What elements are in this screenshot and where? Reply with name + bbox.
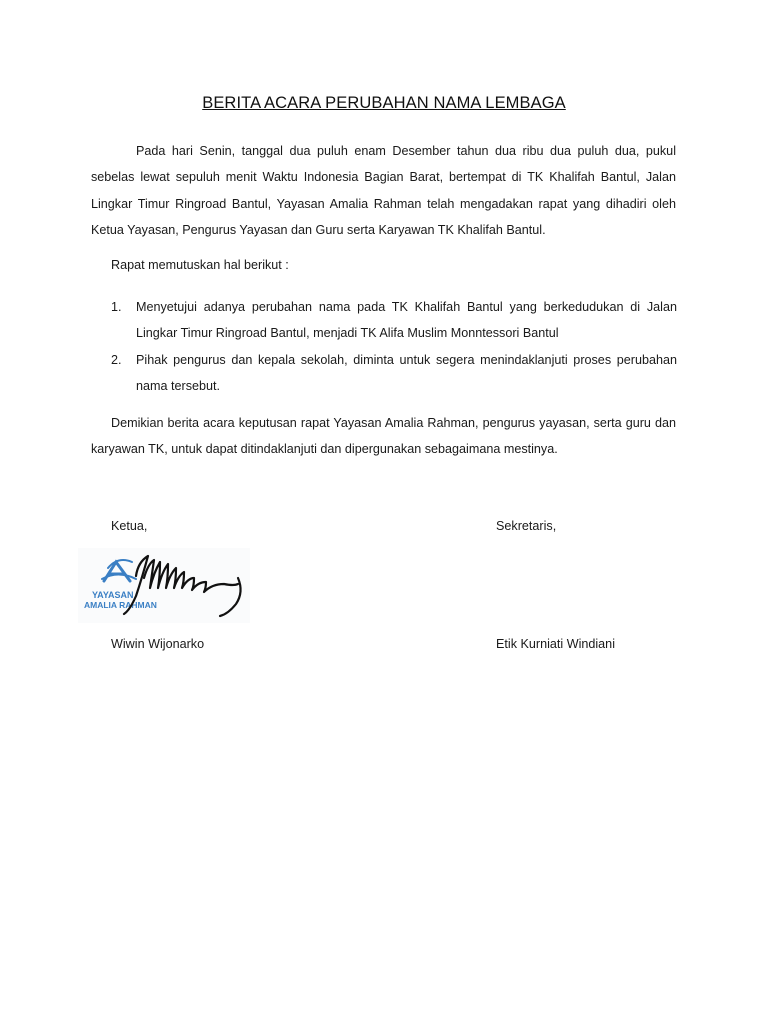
list-item-text: Menyetujui adanya perubahan nama pada TK Khalifah Bantul yang berkedudukan di Jalan Lingkar Timur Ringroad Bantul, menjadi TK Alifa Muslim Monntessori Bantul <box>136 300 677 341</box>
list-item-number: 1. <box>111 300 122 314</box>
stamp-signature <box>78 548 250 623</box>
opening-paragraph: Pada hari Senin, tanggal dua puluh enam Desember tahun dua ribu dua puluh dua, pukul sebelas lewat sepuluh menit Waktu Indonesia Bagian Barat, bertempat di TK Khalifah Bantul, Jalan Lingkar Timur Ringroad Bantul, Yayasan Amalia Rahman telah mengadakan rapat yang dihadiri oleh Ketua Yayasan, Pengurus Yayasan dan Guru serta Karyawan TK Khalifah Bantul. <box>91 144 676 237</box>
stamp-text-line2: AMALIA RAHMAN <box>84 600 157 610</box>
ketua-label: Ketua, <box>111 519 148 533</box>
list-item-text: Pihak pengurus dan kepala sekolah, diminta untuk segera menindaklanjuti proses perubahan nama tersebut. <box>136 352 677 393</box>
stamp-text-line1: YAYASAN <box>92 590 134 600</box>
closing-paragraph: Demikian berita acara keputusan rapat Yayasan Amalia Rahman, pengurus yayasan, serta guru dan karyawan TK, untuk dapat ditindaklanjuti dan dipergunakan sebagaimana mestinya. <box>91 416 676 457</box>
document-title: BERITA ACARA PERUBAHAN NAMA LEMBAGA <box>202 94 566 112</box>
ketua-name: Wiwin Wijonarko <box>111 637 205 651</box>
stamp-background <box>78 548 250 623</box>
sekretaris-label: Sekretaris, <box>496 519 557 533</box>
decision-intro: Rapat memutuskan hal berikut : <box>111 258 289 272</box>
list-item-number: 2. <box>111 352 122 367</box>
list-item <box>111 347 677 400</box>
sekretaris-name: Etik Kurniati Windiani <box>496 637 615 651</box>
decision-list <box>111 294 677 399</box>
list-item <box>111 294 677 347</box>
